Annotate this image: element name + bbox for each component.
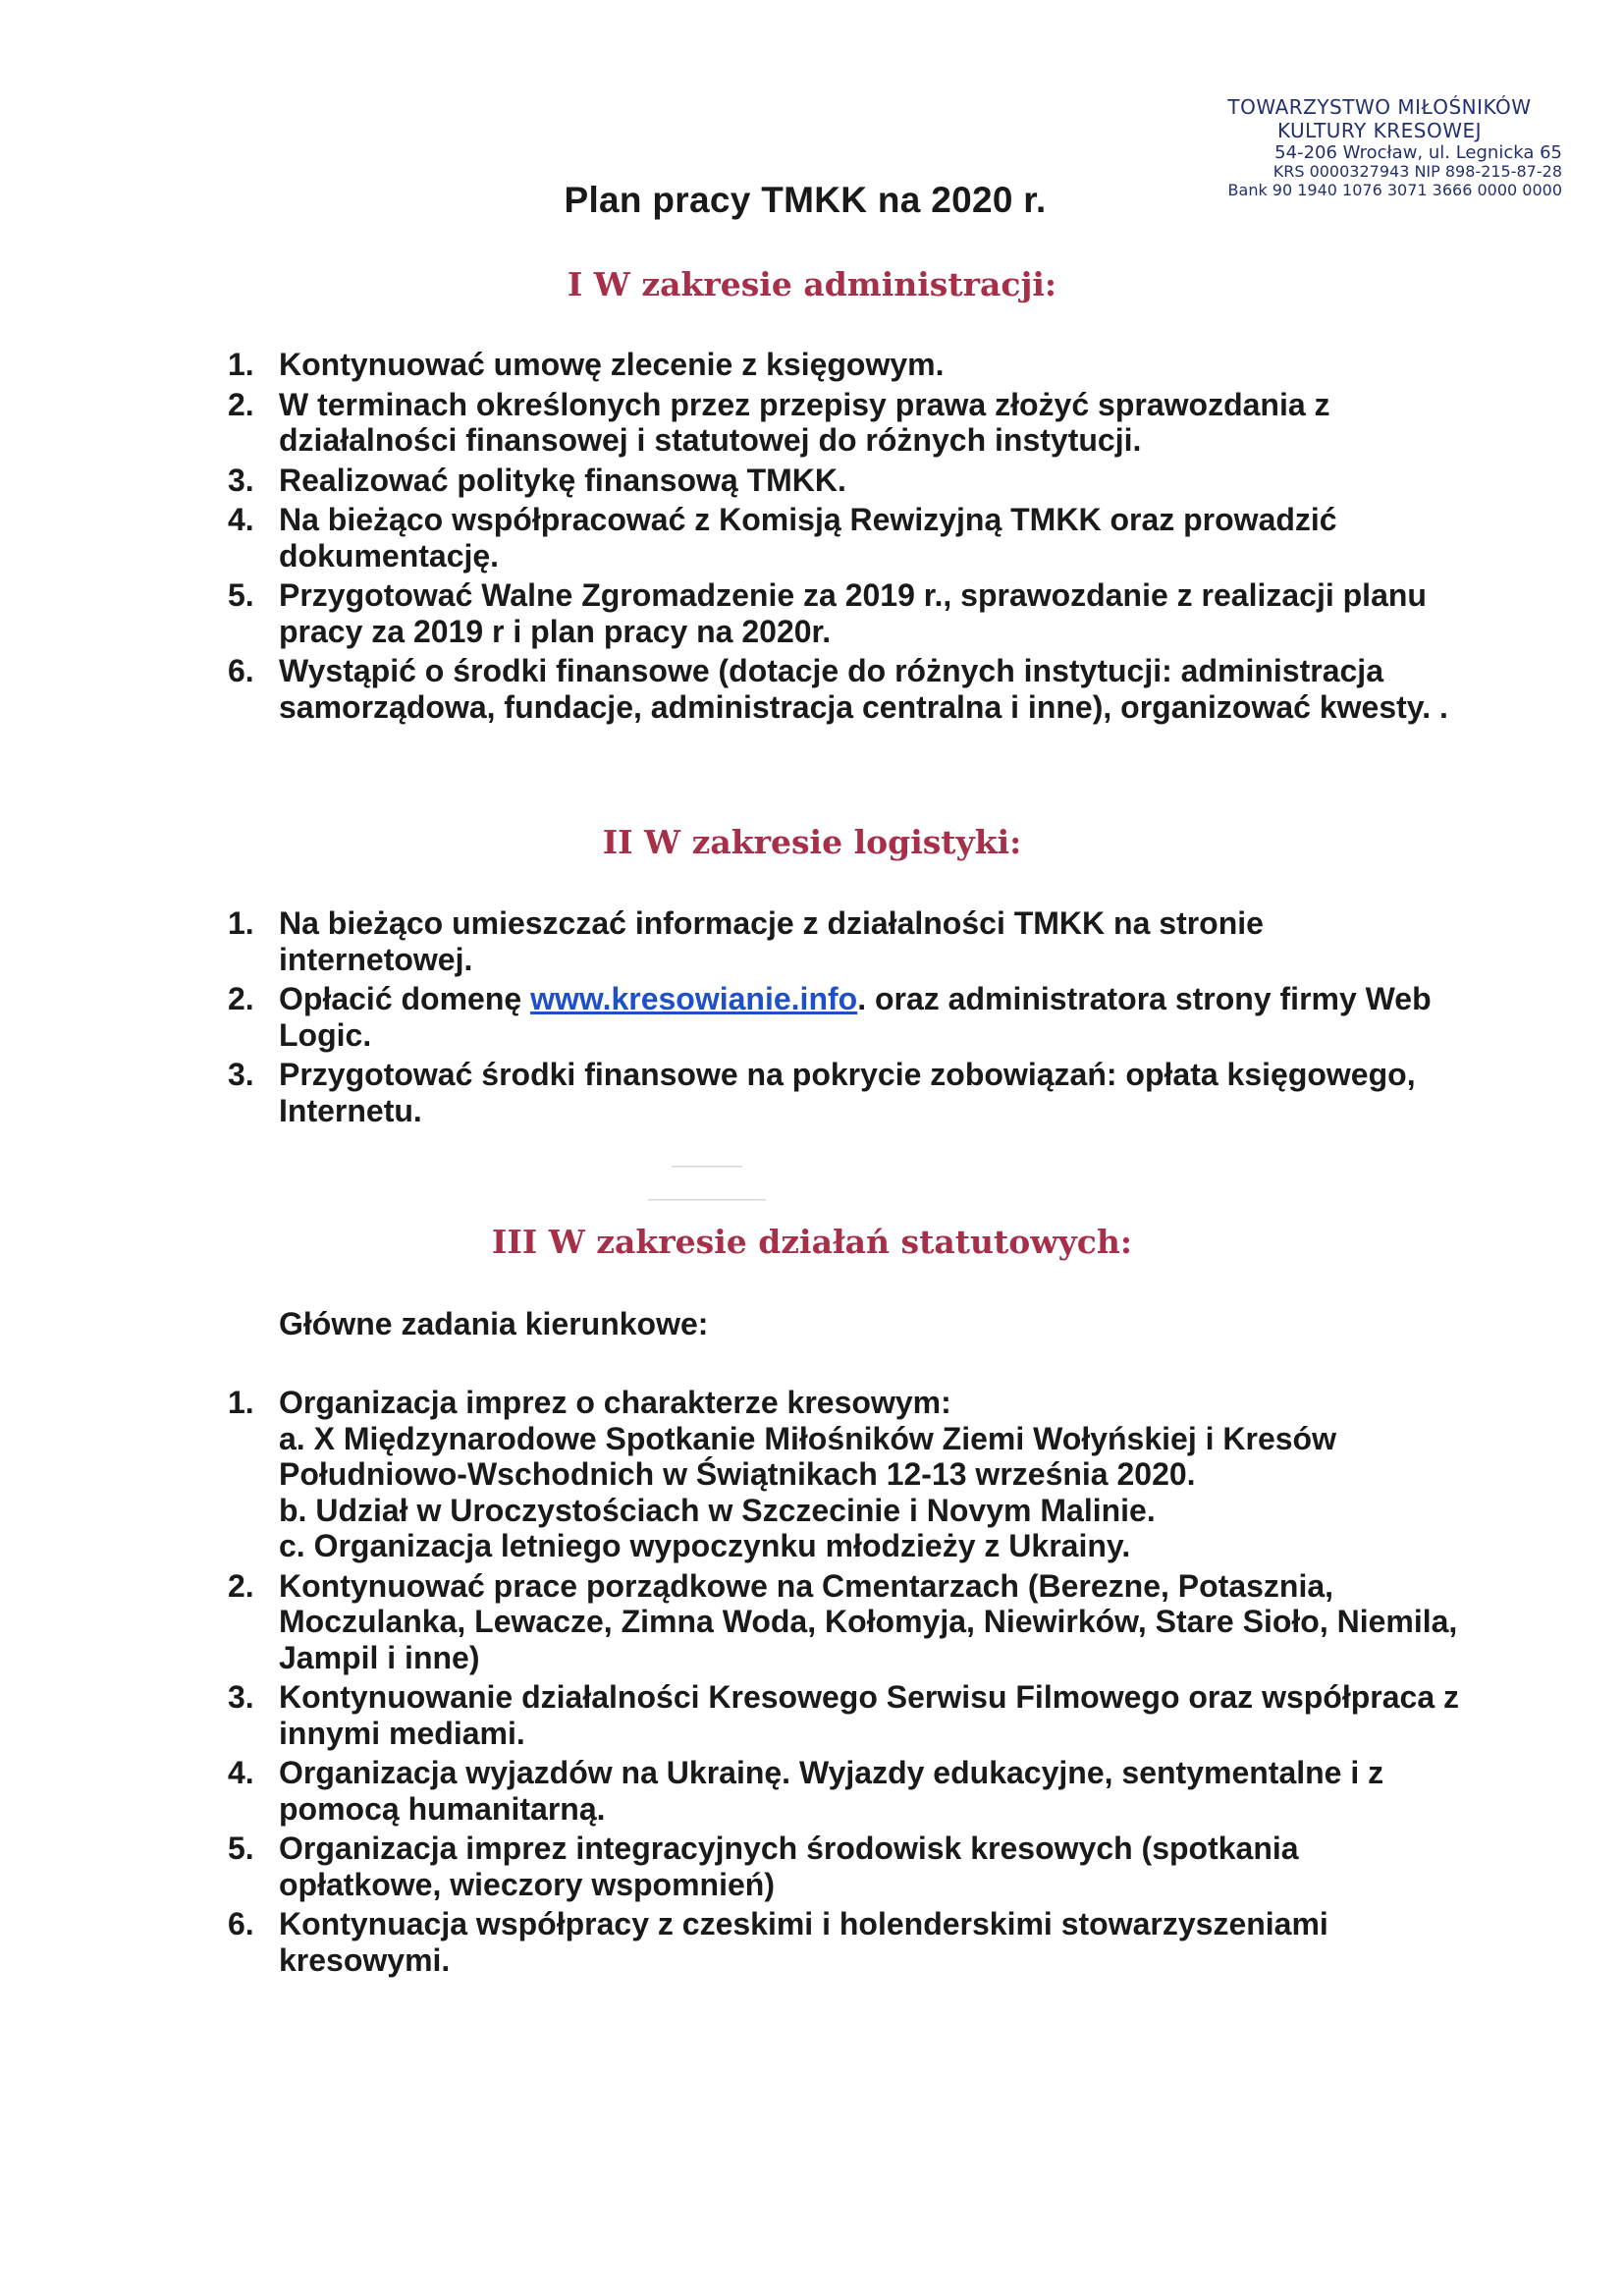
item-number: 2. xyxy=(228,981,254,1016)
list-item xyxy=(228,1057,1465,1128)
list-item xyxy=(228,577,1465,649)
item-number: 6. xyxy=(228,653,254,688)
item-text: Kontynuować prace porządkowe na Cmentarzach (Berezne, Potasznia, Moczulanka, Lewacze, Zimna Woda, Kołomyja, Niewirków, Stare Sioło, Niemila, Jampil i inne) xyxy=(279,1567,1458,1675)
list-item xyxy=(228,981,1465,1053)
item-text-before: Opłacić domenę xyxy=(279,981,531,1016)
bleed-through-mark: ⎯⎯⎯⎯⎯⎯ ⎯⎯⎯⎯⎯⎯⎯⎯⎯⎯ xyxy=(648,1153,766,1212)
list-item xyxy=(228,1755,1465,1827)
item-number: 3. xyxy=(228,1679,254,1715)
list-item xyxy=(228,347,1465,383)
logistics-list xyxy=(228,905,1465,1132)
item-text: Kontynuacja współpracy z czeskimi i holenderskimi stowarzyszeniami kresowymi. xyxy=(279,1906,1328,1978)
sub-list-item: a. X Międzynarodowe Spotkanie Miłośników Ziemi Wołyńskiej i Kresów Południowo-Wschodnich w Świątnikach 12-13 września 2020. xyxy=(279,1420,1336,1492)
item-number: 6. xyxy=(228,1906,254,1941)
item-text: Kontynuowanie działalności Kresowego Serwisu Filmowego oraz współpraca z innymi mediami. xyxy=(279,1679,1460,1751)
item-text: Wystąpić o środki finansowe (dotacje do różnych instytucji: administracja samorządowa, fundacje, administracja centralna i inne), organizować kwesty. . xyxy=(279,653,1448,725)
sub-list-item: c. Organizacja letniego wypoczynku młodzieży z Ukrainy. xyxy=(279,1528,1131,1563)
section-heading-statutory: III W zakresie działań statutowych: xyxy=(491,1223,1133,1261)
item-text: Na bieżąco umieszczać informacje z działalności TMKK na stronie internetowej. xyxy=(279,905,1264,977)
page-title: Plan pracy TMKK na 2020 r. xyxy=(564,180,1047,220)
domain-link[interactable]: www.kresowianie.info xyxy=(530,981,858,1016)
list-item xyxy=(228,653,1465,725)
stamp-org-line1: TOWARZYSTWO MIŁOŚNIKÓW xyxy=(1227,95,1532,119)
item-number: 1. xyxy=(228,905,254,941)
list-item xyxy=(228,387,1465,459)
item-number: 1. xyxy=(228,347,254,382)
statutory-list xyxy=(228,1385,1465,1982)
stamp-registry: KRS 0000327943 NIP 898-215-87-28 xyxy=(1272,162,1562,182)
item-text: Organizacja wyjazdów na Ukrainę. Wyjazdy edukacyjne, sentymentalne i z pomocą humanitarną. xyxy=(279,1755,1384,1827)
item-number: 4. xyxy=(228,1755,254,1790)
item-text: Kontynuować umowę zlecenie z księgowym. xyxy=(279,347,945,382)
stamp-address: 54-206 Wrocław, ul. Legnicka 65 xyxy=(1274,142,1562,164)
item-text: W terminach określonych przez przepisy prawa złożyć sprawozdania z działalności finansowej i statutowej do różnych instytucji. xyxy=(279,386,1330,458)
administration-list xyxy=(228,347,1465,729)
stamp-bank: Bank 90 1940 1076 3071 3666 0000 0000 xyxy=(1227,181,1562,200)
list-item xyxy=(228,502,1465,574)
item-number: 5. xyxy=(228,1831,254,1866)
list-item xyxy=(228,1568,1465,1676)
stamp-org-line2: KULTURY KRESOWEJ xyxy=(1276,118,1483,142)
item-number: 4. xyxy=(228,502,254,537)
item-text: Realizować politykę finansową TMKK. xyxy=(279,462,846,498)
section-heading-logistics: II W zakresie logistyki: xyxy=(602,823,1022,861)
item-number: 5. xyxy=(228,577,254,613)
item-text-after: . oraz administratora strony firmy Web Logic. xyxy=(279,981,1432,1053)
main-tasks-heading: Główne zadania kierunkowe: xyxy=(279,1306,709,1341)
item-number: 3. xyxy=(228,462,254,498)
item-number: 1. xyxy=(228,1385,254,1420)
sub-list-item: b. Udział w Uroczystościach w Szczecinie i Novym Malinie. xyxy=(279,1492,1156,1528)
item-text: Przygotować Walne Zgromadzenie za 2019 r., sprawozdanie z realizacji planu pracy za 2019 r i plan pracy na 2020r. xyxy=(279,577,1427,649)
item-number: 3. xyxy=(228,1057,254,1092)
item-number: 2. xyxy=(228,1567,254,1604)
section-heading-administration: I W zakresie administracji: xyxy=(567,265,1057,303)
list-item xyxy=(228,1906,1465,1978)
list-item xyxy=(228,1679,1465,1751)
item-text: Organizacja imprez integracyjnych środowisk kresowych (spotkania opłatkowe, wieczory wspomnień) xyxy=(279,1831,1299,1902)
item-number: 2. xyxy=(228,386,254,422)
list-item xyxy=(228,1385,1465,1564)
list-item xyxy=(228,463,1465,499)
list-item xyxy=(228,905,1465,977)
item-text: Na bieżąco współpracować z Komisją Rewizyjną TMKK oraz prowadzić dokumentację. xyxy=(279,502,1337,574)
item-text: Organizacja imprez o charakterze kresowym: xyxy=(279,1385,951,1420)
list-item xyxy=(228,1831,1465,1902)
item-text: Przygotować środki finansowe na pokrycie zobowiązań: opłata księgowego, Internetu. xyxy=(279,1057,1416,1128)
sub-list xyxy=(279,1421,1465,1564)
